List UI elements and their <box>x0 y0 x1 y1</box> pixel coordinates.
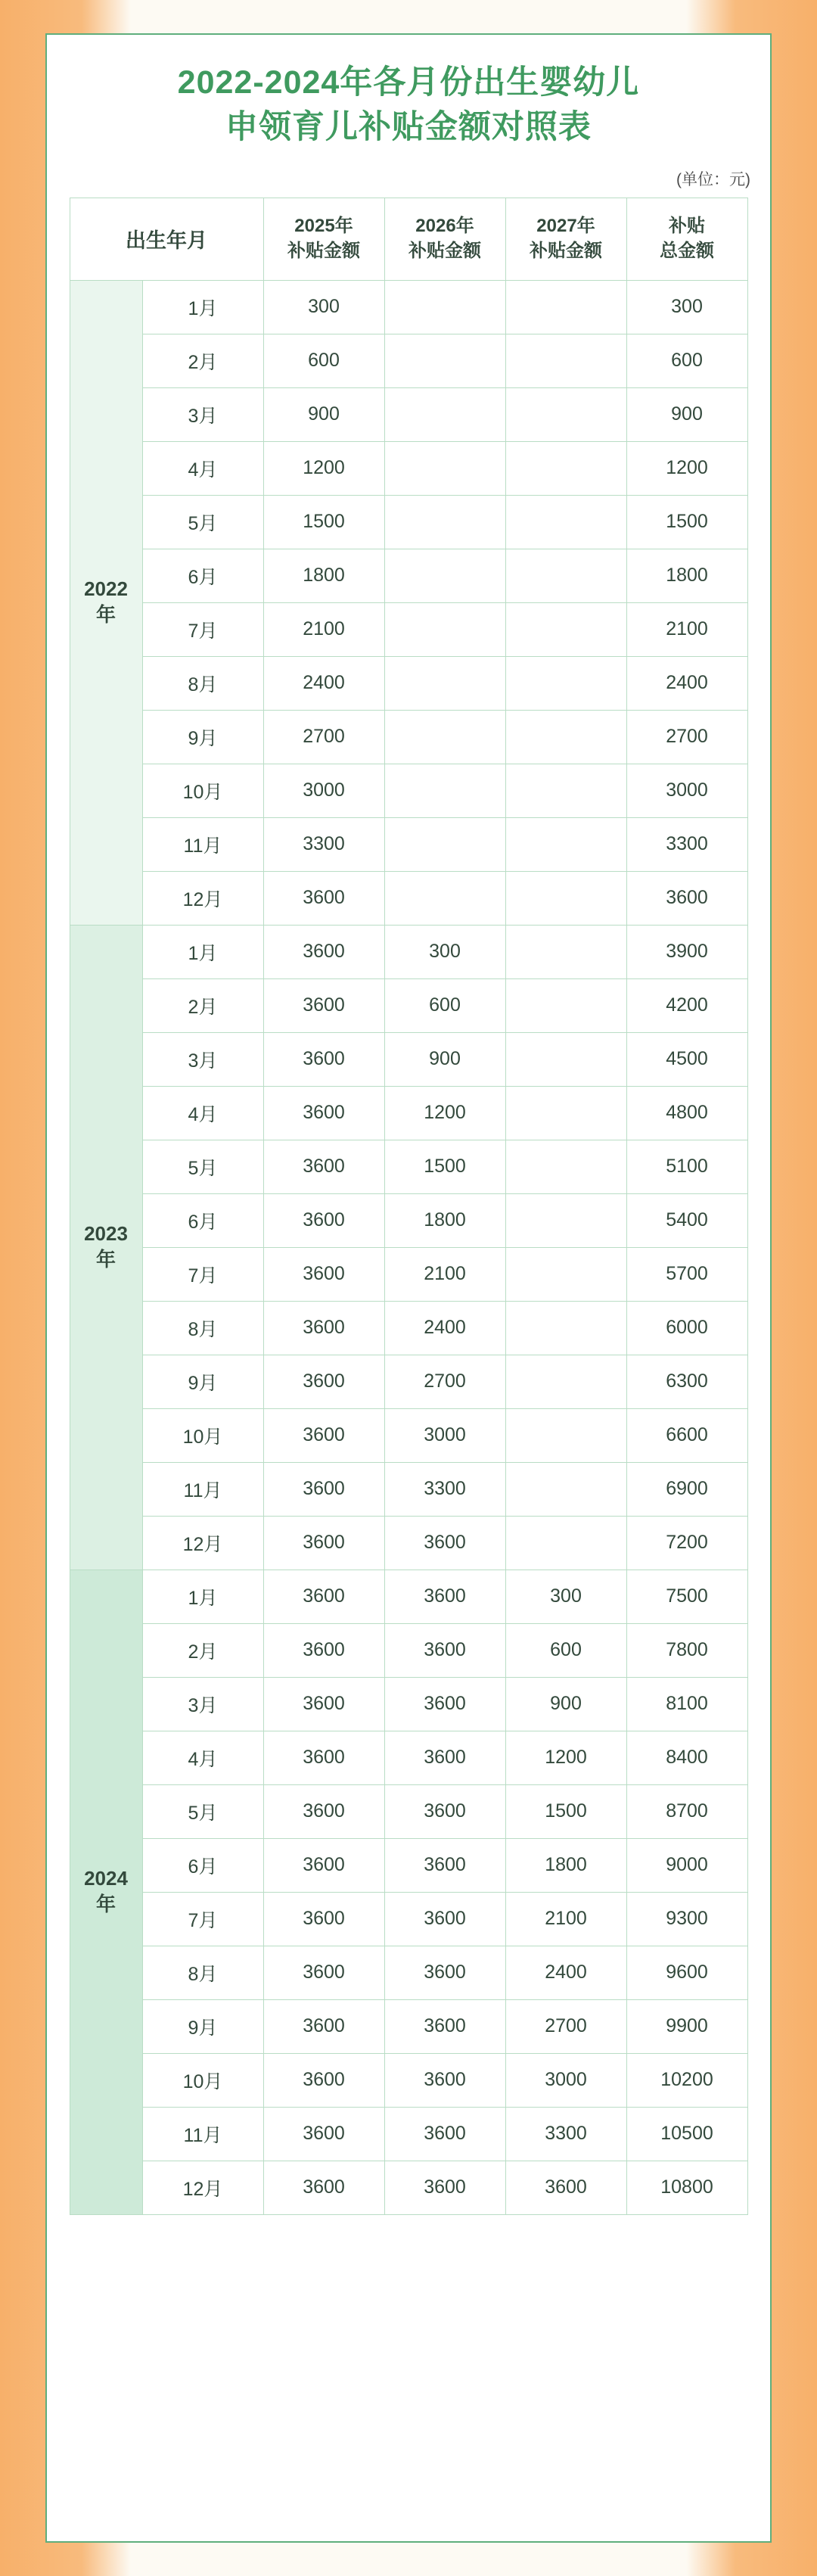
table-row <box>70 1892 747 1946</box>
cell-2026-amount: 3600 <box>384 1892 505 1946</box>
cell-2025-amount: 3600 <box>263 1462 384 1516</box>
cell-month: 6月 <box>142 1838 263 1892</box>
cell-2027-amount <box>505 925 626 978</box>
cell-2027-amount: 300 <box>505 1570 626 1623</box>
cell-2025-amount: 1200 <box>263 441 384 495</box>
cell-total-amount: 6000 <box>626 1301 747 1355</box>
header-total <box>626 198 747 280</box>
table-row <box>70 2161 747 2214</box>
cell-total-amount: 10800 <box>626 2161 747 2214</box>
table-row <box>70 1301 747 1355</box>
cell-2025-amount: 3600 <box>263 1247 384 1301</box>
table-row <box>70 549 747 602</box>
table-row <box>70 710 747 764</box>
cell-month: 4月 <box>142 441 263 495</box>
table-row <box>70 1784 747 1838</box>
header-2026 <box>384 198 505 280</box>
cell-month: 4月 <box>142 1086 263 1140</box>
title-line-2: 申领育儿补贴金额对照表 <box>225 109 592 146</box>
cell-2025-amount: 3600 <box>263 978 384 1032</box>
cell-total-amount: 3600 <box>626 871 747 925</box>
cell-month: 2月 <box>142 334 263 387</box>
cell-2027-amount <box>505 1462 626 1516</box>
cell-total-amount: 9300 <box>626 1892 747 1946</box>
cell-total-amount: 300 <box>626 280 747 334</box>
cell-2025-amount: 3600 <box>263 1731 384 1784</box>
cell-month: 9月 <box>142 1999 263 2053</box>
cell-2027-amount <box>505 656 626 710</box>
table-row <box>70 602 747 656</box>
cell-total-amount: 9600 <box>626 1946 747 1999</box>
cell-month: 7月 <box>142 602 263 656</box>
table-row <box>70 978 747 1032</box>
cell-2026-amount <box>384 656 505 710</box>
cell-2026-amount: 3600 <box>384 2107 505 2161</box>
cell-month: 3月 <box>142 1677 263 1731</box>
header-2027-line2: 补贴金额 <box>530 240 602 261</box>
cell-2025-amount: 3600 <box>263 1677 384 1731</box>
cell-month: 10月 <box>142 1408 263 1462</box>
cell-2025-amount: 3600 <box>263 1892 384 1946</box>
header-2025-line2: 补贴金额 <box>287 240 360 261</box>
table-row <box>70 817 747 871</box>
cell-2026-amount: 2700 <box>384 1355 505 1408</box>
cell-2026-amount: 3600 <box>384 2053 505 2107</box>
cell-2027-amount: 1800 <box>505 1838 626 1892</box>
cell-total-amount: 2700 <box>626 710 747 764</box>
cell-total-amount: 5400 <box>626 1193 747 1247</box>
table-row <box>70 1516 747 1570</box>
cell-2025-amount: 3600 <box>263 1193 384 1247</box>
cell-2025-amount: 3600 <box>263 1623 384 1677</box>
header-2027-line1: 2027年 <box>536 216 595 237</box>
table-header <box>70 198 747 280</box>
table-row <box>70 280 747 334</box>
cell-total-amount: 900 <box>626 387 747 441</box>
cell-total-amount: 1200 <box>626 441 747 495</box>
cell-total-amount: 2100 <box>626 602 747 656</box>
cell-2025-amount: 3600 <box>263 1516 384 1570</box>
year-label-line2: 年 <box>95 1248 116 1271</box>
table-row <box>70 1408 747 1462</box>
cell-month: 2月 <box>142 978 263 1032</box>
cell-total-amount: 6300 <box>626 1355 747 1408</box>
cell-2026-amount: 3000 <box>384 1408 505 1462</box>
cell-month: 5月 <box>142 1784 263 1838</box>
cell-total-amount: 6900 <box>626 1462 747 1516</box>
cell-2026-amount: 300 <box>384 925 505 978</box>
cell-2026-amount: 3600 <box>384 1516 505 1570</box>
cell-month: 8月 <box>142 656 263 710</box>
year-label-line1: 2024 <box>84 1867 128 1890</box>
year-group-label <box>70 925 142 1570</box>
header-2025 <box>263 198 384 280</box>
cell-2026-amount <box>384 387 505 441</box>
cell-total-amount: 4500 <box>626 1032 747 1086</box>
cell-total-amount: 4200 <box>626 978 747 1032</box>
cell-2027-amount <box>505 1247 626 1301</box>
cell-2026-amount: 3600 <box>384 1623 505 1677</box>
cell-2027-amount <box>505 334 626 387</box>
cell-total-amount: 10200 <box>626 2053 747 2107</box>
cell-2025-amount: 3600 <box>263 1838 384 1892</box>
table-row <box>70 1462 747 1516</box>
cell-2027-amount <box>505 549 626 602</box>
cell-2027-amount: 1500 <box>505 1784 626 1838</box>
cell-2026-amount <box>384 280 505 334</box>
cell-month: 11月 <box>142 1462 263 1516</box>
cell-2026-amount: 3600 <box>384 1677 505 1731</box>
cell-2025-amount: 3600 <box>263 1784 384 1838</box>
cell-2027-amount <box>505 1301 626 1355</box>
cell-total-amount: 3000 <box>626 764 747 817</box>
table-row <box>70 764 747 817</box>
unit-note: (单位：元) <box>676 170 750 188</box>
cell-2027-amount <box>505 978 626 1032</box>
header-2025-line1: 2025年 <box>294 216 353 237</box>
cell-month: 8月 <box>142 1301 263 1355</box>
cell-2025-amount: 2700 <box>263 710 384 764</box>
table-row <box>70 1570 747 1623</box>
year-label-line2: 年 <box>95 1893 116 1916</box>
cell-2027-amount <box>505 710 626 764</box>
cell-2026-amount: 3300 <box>384 1462 505 1516</box>
cell-2027-amount <box>505 1355 626 1408</box>
cell-2026-amount <box>384 441 505 495</box>
cell-2025-amount: 3600 <box>263 1032 384 1086</box>
table-row <box>70 334 747 387</box>
cell-2025-amount: 2400 <box>263 656 384 710</box>
cell-2025-amount: 3600 <box>263 1301 384 1355</box>
cell-total-amount: 8100 <box>626 1677 747 1731</box>
cell-2025-amount: 2100 <box>263 602 384 656</box>
cell-2025-amount: 3600 <box>263 2161 384 2214</box>
cell-total-amount: 6600 <box>626 1408 747 1462</box>
cell-month: 6月 <box>142 1193 263 1247</box>
cell-2025-amount: 3600 <box>263 1999 384 2053</box>
cell-total-amount: 9000 <box>626 1838 747 1892</box>
cell-month: 11月 <box>142 817 263 871</box>
table-row <box>70 387 747 441</box>
cell-2026-amount <box>384 764 505 817</box>
cell-total-amount: 9900 <box>626 1999 747 2053</box>
cell-2027-amount: 3600 <box>505 2161 626 2214</box>
cell-2027-amount: 2100 <box>505 1892 626 1946</box>
cell-2026-amount: 3600 <box>384 1838 505 1892</box>
cell-2027-amount <box>505 1516 626 1570</box>
cell-month: 2月 <box>142 1623 263 1677</box>
cell-2026-amount <box>384 817 505 871</box>
table-row <box>70 1140 747 1193</box>
cell-month: 11月 <box>142 2107 263 2161</box>
table-row <box>70 495 747 549</box>
table-row <box>70 1623 747 1677</box>
cell-2025-amount: 600 <box>263 334 384 387</box>
cell-2027-amount: 900 <box>505 1677 626 1731</box>
header-total-line1: 补贴 <box>669 216 705 237</box>
cell-2025-amount: 3600 <box>263 2053 384 2107</box>
cell-2026-amount: 3600 <box>384 1784 505 1838</box>
cell-month: 10月 <box>142 2053 263 2107</box>
cell-2026-amount: 3600 <box>384 1946 505 1999</box>
cell-2027-amount <box>505 1032 626 1086</box>
cell-2026-amount <box>384 871 505 925</box>
cell-2027-amount <box>505 1193 626 1247</box>
document-title <box>47 35 770 155</box>
cell-month: 1月 <box>142 1570 263 1623</box>
cell-total-amount: 1800 <box>626 549 747 602</box>
table-row <box>70 1946 747 1999</box>
cell-2027-amount: 3000 <box>505 2053 626 2107</box>
cell-total-amount: 4800 <box>626 1086 747 1140</box>
cell-month: 4月 <box>142 1731 263 1784</box>
cell-2025-amount: 3600 <box>263 1946 384 1999</box>
cell-2026-amount <box>384 495 505 549</box>
cell-2027-amount <box>505 817 626 871</box>
cell-2025-amount: 3600 <box>263 1570 384 1623</box>
cell-2025-amount: 3000 <box>263 764 384 817</box>
header-birth-month: 出生年月 <box>70 198 263 280</box>
cell-2026-amount <box>384 602 505 656</box>
cell-2025-amount: 3600 <box>263 1355 384 1408</box>
cell-total-amount: 3900 <box>626 925 747 978</box>
cell-2025-amount: 1800 <box>263 549 384 602</box>
cell-total-amount: 600 <box>626 334 747 387</box>
cell-2026-amount: 1500 <box>384 1140 505 1193</box>
cell-2025-amount: 3600 <box>263 2107 384 2161</box>
cell-2027-amount <box>505 1140 626 1193</box>
cell-total-amount: 3300 <box>626 817 747 871</box>
header-row <box>70 198 747 280</box>
table-row <box>70 871 747 925</box>
cell-month: 7月 <box>142 1247 263 1301</box>
cell-2026-amount <box>384 549 505 602</box>
cell-month: 12月 <box>142 2161 263 2214</box>
cell-2026-amount: 3600 <box>384 1731 505 1784</box>
year-label-line2: 年 <box>95 603 116 627</box>
cell-total-amount: 8700 <box>626 1784 747 1838</box>
bottom-spacer <box>47 2215 770 2232</box>
cell-total-amount: 5700 <box>626 1247 747 1301</box>
cell-month: 9月 <box>142 1355 263 1408</box>
cell-2025-amount: 3300 <box>263 817 384 871</box>
cell-2025-amount: 900 <box>263 387 384 441</box>
cell-month: 7月 <box>142 1892 263 1946</box>
cell-2027-amount <box>505 387 626 441</box>
cell-2027-amount <box>505 1086 626 1140</box>
title-line-1: 2022-2024年各月份出生婴幼儿 <box>177 64 640 101</box>
table-row <box>70 1731 747 1784</box>
cell-2026-amount <box>384 710 505 764</box>
cell-month: 1月 <box>142 280 263 334</box>
cell-2027-amount: 600 <box>505 1623 626 1677</box>
cell-2026-amount: 2100 <box>384 1247 505 1301</box>
cell-month: 12月 <box>142 1516 263 1570</box>
cell-month: 12月 <box>142 871 263 925</box>
cell-month: 3月 <box>142 1032 263 1086</box>
year-label-line1: 2023 <box>84 1222 128 1246</box>
year-label-line1: 2022 <box>84 577 128 601</box>
table-row <box>70 441 747 495</box>
subsidy-table <box>70 198 748 2215</box>
cell-2027-amount <box>505 280 626 334</box>
table-row <box>70 1032 747 1086</box>
cell-2027-amount <box>505 495 626 549</box>
cell-2026-amount: 3600 <box>384 2161 505 2214</box>
header-total-line2: 总金额 <box>660 240 714 261</box>
cell-month: 5月 <box>142 1140 263 1193</box>
cell-2027-amount <box>505 764 626 817</box>
cell-month: 9月 <box>142 710 263 764</box>
cell-2027-amount <box>505 871 626 925</box>
year-group-label <box>70 280 142 925</box>
cell-total-amount: 10500 <box>626 2107 747 2161</box>
table-body <box>70 280 747 2214</box>
cell-2026-amount: 3600 <box>384 1570 505 1623</box>
cell-month: 5月 <box>142 495 263 549</box>
cell-total-amount: 5100 <box>626 1140 747 1193</box>
cell-month: 1月 <box>142 925 263 978</box>
cell-2026-amount: 1200 <box>384 1086 505 1140</box>
cell-2026-amount <box>384 334 505 387</box>
cell-2027-amount: 2400 <box>505 1946 626 1999</box>
table-row <box>70 1838 747 1892</box>
table-row <box>70 1193 747 1247</box>
cell-2025-amount: 3600 <box>263 1408 384 1462</box>
cell-total-amount: 1500 <box>626 495 747 549</box>
year-group-label <box>70 1570 142 2214</box>
cell-2025-amount: 1500 <box>263 495 384 549</box>
table-row <box>70 925 747 978</box>
cell-2027-amount <box>505 1408 626 1462</box>
table-row <box>70 656 747 710</box>
cell-total-amount: 2400 <box>626 656 747 710</box>
cell-2026-amount: 1800 <box>384 1193 505 1247</box>
cell-2027-amount: 1200 <box>505 1731 626 1784</box>
cell-2026-amount: 900 <box>384 1032 505 1086</box>
cell-2025-amount: 3600 <box>263 1086 384 1140</box>
cell-total-amount: 7500 <box>626 1570 747 1623</box>
cell-2025-amount: 3600 <box>263 1140 384 1193</box>
header-2027 <box>505 198 626 280</box>
header-2026-line1: 2026年 <box>415 216 474 237</box>
cell-2025-amount: 300 <box>263 280 384 334</box>
cell-2025-amount: 3600 <box>263 925 384 978</box>
cell-2026-amount: 3600 <box>384 1999 505 2053</box>
table-row <box>70 1999 747 2053</box>
cell-month: 10月 <box>142 764 263 817</box>
cell-total-amount: 7800 <box>626 1623 747 1677</box>
table-row <box>70 1247 747 1301</box>
table-row <box>70 1677 747 1731</box>
table-row <box>70 1355 747 1408</box>
table-row <box>70 2053 747 2107</box>
cell-month: 6月 <box>142 549 263 602</box>
table-row <box>70 1086 747 1140</box>
cell-month: 8月 <box>142 1946 263 1999</box>
cell-2027-amount <box>505 602 626 656</box>
header-2026-line2: 补贴金额 <box>408 240 481 261</box>
cell-2025-amount: 3600 <box>263 871 384 925</box>
cell-2027-amount: 3300 <box>505 2107 626 2161</box>
cell-2026-amount: 600 <box>384 978 505 1032</box>
cell-2027-amount <box>505 441 626 495</box>
cell-total-amount: 7200 <box>626 1516 747 1570</box>
cell-2027-amount: 2700 <box>505 1999 626 2053</box>
cell-2026-amount: 2400 <box>384 1301 505 1355</box>
cell-total-amount: 8400 <box>626 1731 747 1784</box>
cell-month: 3月 <box>142 387 263 441</box>
table-row <box>70 2107 747 2161</box>
document-card <box>45 33 772 2543</box>
